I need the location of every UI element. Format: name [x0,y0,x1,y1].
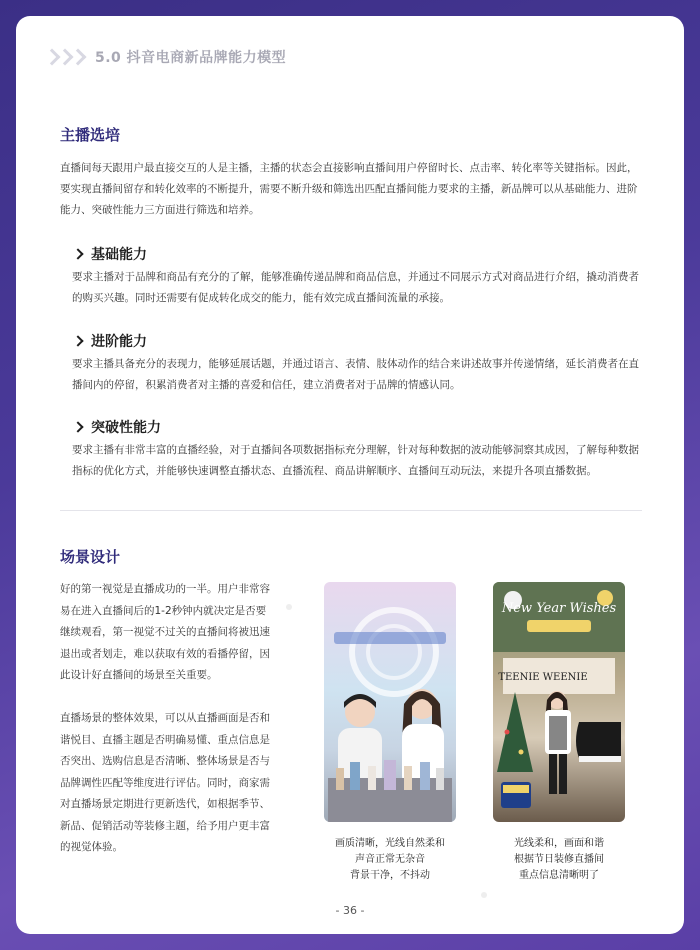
document-page [16,16,684,934]
scene-para-2: 直播场景的整体效果，可以从直播画面是否和谐悦目、直播主题是否明确易懂、重点信息是否突出、选购信息是否清晰、整体场景是否与品牌调性匹配等维度进行评估。同时，商家需对直播场景定期进行更新迭代，如根据季节、新品、促销活动等装修主题，给予用户更丰富的视觉体验。 [60,712,270,853]
header-title: 5.0 抖音电商新品牌能力模型 [95,50,287,66]
photo-sign-brand: TEENIE WEENIE [498,672,588,683]
subheading-label: 进阶能力 [91,334,147,350]
subheading-advanced [72,331,147,351]
subheading-basic [72,244,147,264]
section-title-scene: 场景设计 [60,548,121,566]
chevron-right-icon [72,248,83,259]
caption-line: 光线柔和，画面和谐 [514,838,604,849]
caption-line: 背景干净，不抖动 [350,870,430,881]
livestream-scene-1-illustration [324,582,456,822]
livestream-photo-1 [324,582,456,822]
page-header [46,46,286,68]
photo-sign-new-year: New Year Wishes [501,601,617,616]
breakthrough-text: 要求主播有非常丰富的直播经验，对于直播间各项数据指标充分理解，针对每种数据的波动能够洞察其成因，了解每种数据指标的优化方式，并能够快速调整直播状态、直播流程、商品讲解顺序、直播间互动玩法，来提升各项直播数据。 [72,444,639,477]
section-divider [60,510,642,511]
decor-dot [481,892,487,898]
decor-dot [286,604,292,610]
caption-line: 画质清晰，光线自然柔和 [335,838,445,849]
section-title-anchor: 主播选培 [60,126,121,144]
caption-line: 声音正常无杂音 [355,854,425,865]
advanced-text: 要求主播具备充分的表现力，能够延展话题，并通过语言、表情、肢体动作的结合来讲述故事并传递情绪，延长消费者在直播间内的停留，积累消费者对主播的喜爱和信任，建立消费者对于品牌的情感认同。 [72,358,639,391]
caption-line: 根据节日装修直播间 [514,854,604,865]
triple-chevron-icon [46,51,85,63]
caption-line: 重点信息清晰明了 [519,870,599,881]
scene-para-1: 好的第一视觉是直播成功的一半。用户非常容易在进入直播间后的1-2秒钟内就决定是否要继续观看，第一视觉不过关的直播间将被迅速退出或者划走，难以获取有效的看播停留，因此设计好直播间的场景至关重要。 [60,583,270,681]
page-number: - 36 - [335,904,365,917]
subheading-label: 突破性能力 [91,420,161,436]
subheading-label: 基础能力 [91,247,147,263]
basic-text: 要求主播对于品牌和商品有充分的了解，能够准确传递品牌和商品信息，并通过不同展示方式对商品进行介绍，撬动消费者的购买兴趣。同时还需要有促成转化成交的能力，能有效完成直播间流量的承接。 [72,271,639,304]
photo-caption-2 [489,836,629,884]
photo-caption-1 [320,836,460,884]
chevron-right-icon [72,421,83,432]
chevron-right-icon [72,335,83,346]
subheading-breakthrough [72,417,161,437]
livestream-photo-2 [493,582,625,822]
livestream-scene-2-illustration [493,582,625,822]
anchor-intro: 直播间每天跟用户最直接交互的人是主播，主播的状态会直接影响直播间用户停留时长、点击率、转化率等关键指标。因此，要实现直播间留存和转化效率的不断提升，需要不断升级和筛选出匹配直播间能力要求的主播，新品牌可以从基础能力、进阶能力、突破性能力三方面进行筛选和培养。 [60,162,638,216]
